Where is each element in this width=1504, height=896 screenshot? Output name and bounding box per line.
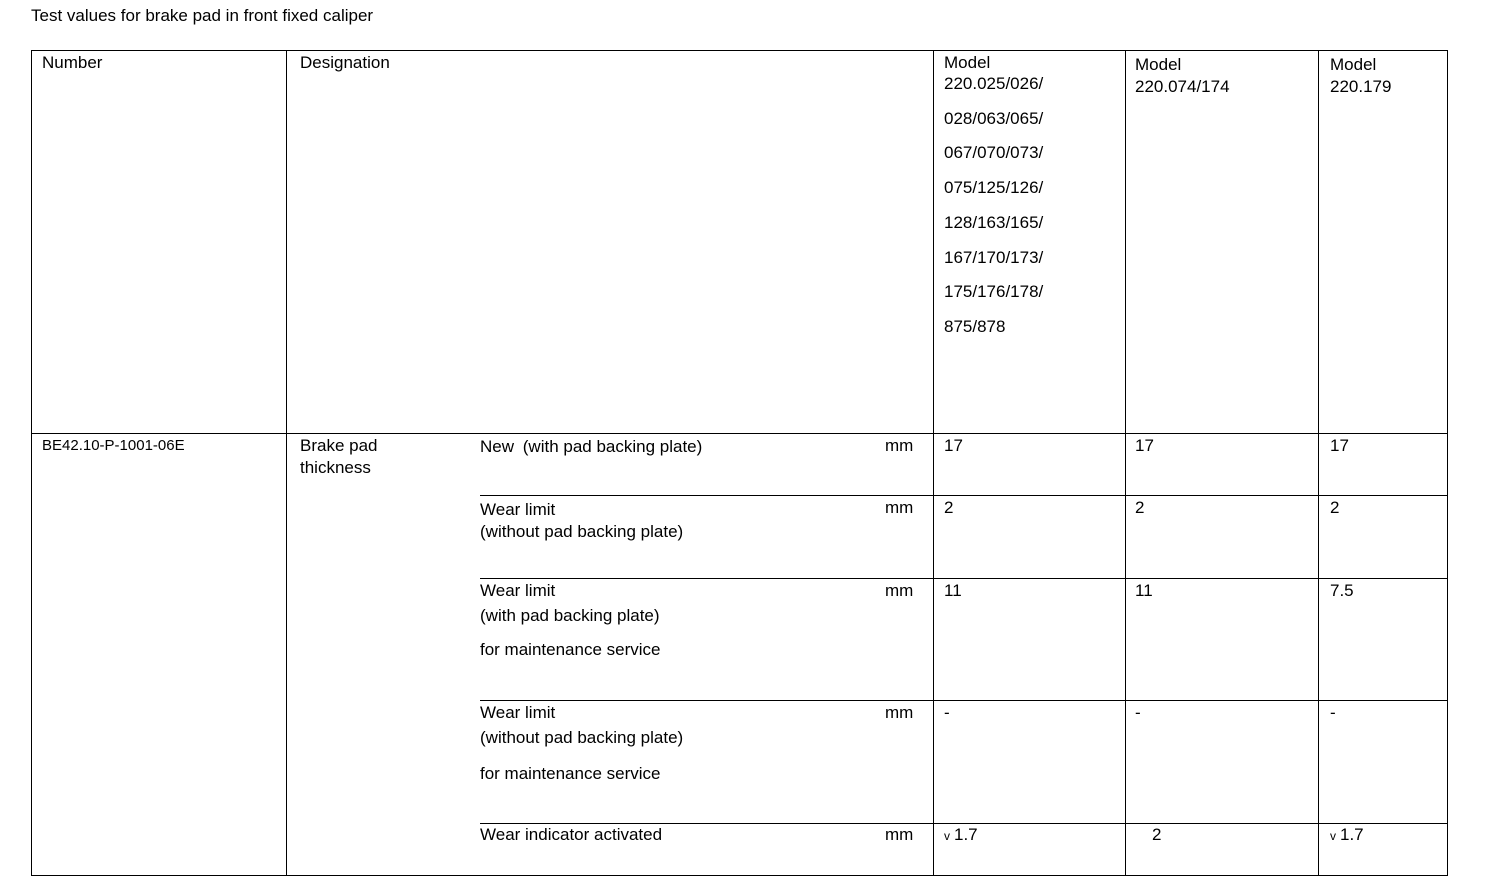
model-code: 067/070/073/ xyxy=(944,143,1044,163)
header-number: Number xyxy=(42,53,103,72)
value-cell: 17 xyxy=(1135,436,1154,455)
item-desc-line: (with pad backing plate) xyxy=(480,606,660,625)
designation-line: thickness xyxy=(300,458,371,477)
item-desc-line: for maintenance service xyxy=(480,764,661,783)
value-cell: - xyxy=(1330,703,1336,722)
model-code: 220.074/174 xyxy=(1135,77,1230,96)
item-unit: mm xyxy=(885,703,914,722)
value-cell xyxy=(944,824,978,847)
item-unit: mm xyxy=(885,498,914,517)
value-cell: 11 xyxy=(944,581,962,600)
header-model-3 xyxy=(1330,54,1391,98)
item-unit: mm xyxy=(885,825,914,844)
item-desc-line: Wear limit xyxy=(480,703,556,722)
model-code: 167/170/173/ xyxy=(944,247,1044,267)
item-desc xyxy=(480,580,660,661)
less-equal-symbol: v xyxy=(1330,829,1336,843)
value-cell: - xyxy=(944,703,950,722)
value-cell: 11 xyxy=(1135,581,1153,600)
item-desc xyxy=(480,702,683,785)
item-desc-line: New xyxy=(480,437,515,456)
model-code: 220.179 xyxy=(1330,77,1392,96)
less-equal-symbol: v xyxy=(944,829,950,843)
model-label: Model xyxy=(1135,55,1182,74)
header-designation: Designation xyxy=(300,53,390,72)
item-desc-line: (with pad backing plate) xyxy=(522,437,703,456)
value-text: 1.7 xyxy=(954,825,978,844)
value-cell xyxy=(1330,824,1364,847)
item-desc xyxy=(480,436,702,458)
value-cell: 17 xyxy=(944,436,963,455)
model-code: 875/878 xyxy=(944,316,1006,336)
item-desc-line: Wear limit xyxy=(480,500,556,519)
page-title: Test values for brake pad in front fixed caliper xyxy=(31,6,374,25)
item-desc: Wear indicator activated xyxy=(480,825,663,844)
row-designation xyxy=(300,435,378,479)
item-unit: mm xyxy=(885,436,914,455)
value-cell: 17 xyxy=(1330,436,1349,455)
row-number: BE42.10-P-1001-06E xyxy=(42,437,185,454)
item-desc-line: for maintenance service xyxy=(480,640,661,659)
value-cell: 2 xyxy=(1330,498,1340,517)
value-cell: - xyxy=(1135,703,1141,722)
item-desc-line: Wear limit xyxy=(480,581,556,600)
value-cell: 2 xyxy=(1135,498,1145,517)
model-label: Model xyxy=(944,53,991,72)
value-cell: 7.5 xyxy=(1330,581,1354,600)
value-cell: 2 xyxy=(944,498,954,517)
model-code: 075/125/126/ xyxy=(944,178,1044,198)
item-desc-line: (without pad backing plate) xyxy=(480,522,684,541)
model-code: 175/176/178/ xyxy=(944,282,1044,302)
header-model-2 xyxy=(1135,54,1230,98)
item-desc xyxy=(480,499,683,543)
item-unit: mm xyxy=(885,581,914,600)
item-desc-line: (without pad backing plate) xyxy=(480,728,684,747)
model-label: Model xyxy=(1330,55,1377,74)
value-text: 1.7 xyxy=(1340,825,1364,844)
value-cell: 2 xyxy=(1152,825,1162,844)
model-code: 028/063/065/ xyxy=(944,108,1044,128)
model-code: 220.025/026/ xyxy=(944,74,1044,93)
model-code: 128/163/165/ xyxy=(944,212,1044,232)
header-model-1 xyxy=(944,52,1043,345)
designation-line: Brake pad xyxy=(300,436,378,455)
